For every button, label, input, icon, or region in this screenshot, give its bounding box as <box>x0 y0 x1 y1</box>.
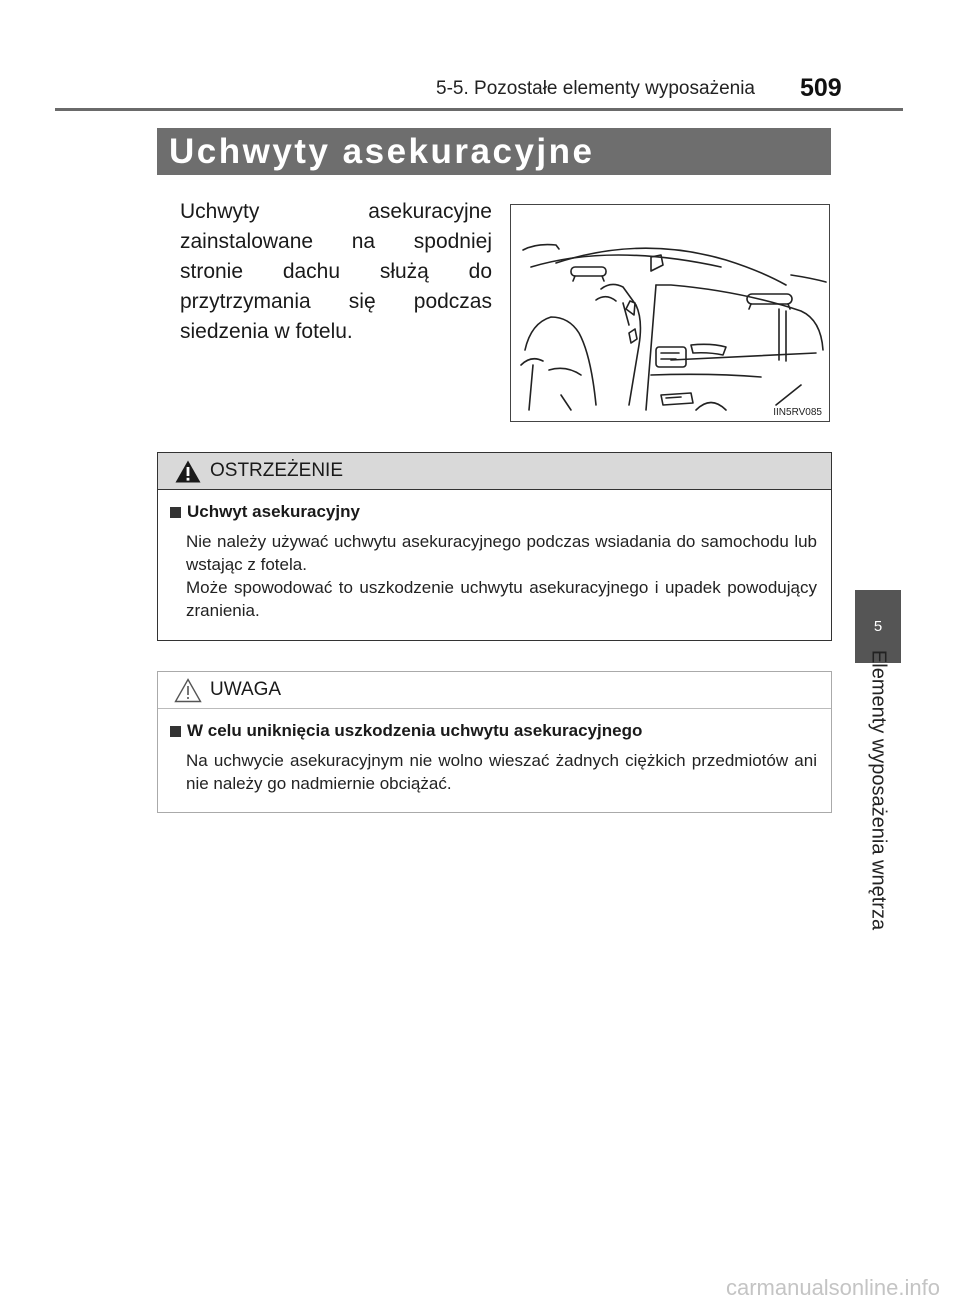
warning-header <box>158 453 831 490</box>
warning-item-title-text: Uchwyt asekuracyjny <box>187 502 360 521</box>
warning-box <box>157 452 832 641</box>
caution-triangle-icon <box>174 678 202 703</box>
chapter-number: 5 <box>873 618 883 635</box>
caution-header <box>158 672 831 709</box>
header-rule <box>55 108 903 111</box>
car-interior-drawing <box>511 205 831 423</box>
intro-text: Uchwyty asekuracyjne zainstalowane na spodniej stronie dachu służą do przytrzymania się podczas siedzenia w fotelu. <box>180 200 492 343</box>
caution-heading: UWAGA <box>210 679 282 700</box>
warning-heading: OSTRZEŻENIE <box>210 460 344 481</box>
warning-paragraph: Może spowodować to uszkodzenie uchwytu asekuracyjnego i upadek powodujący zranienia. <box>186 578 817 620</box>
square-bullet-icon <box>170 507 181 518</box>
watermark: carmanualsonline.info <box>725 1275 940 1300</box>
page-title-text: Uchwyty asekuracyjne <box>169 131 595 171</box>
caution-item-title-text: W celu uniknięcia uszkodzenia uchwytu asekuracyjnego <box>187 721 643 740</box>
warning-triangle-icon <box>174 459 202 484</box>
caution-box <box>157 671 832 813</box>
warning-paragraph: Nie należy używać uchwytu asekuracyjnego podczas wsiadania do samochodu lub wstając z fotela. <box>186 532 817 574</box>
chapter-label: Elementy wyposażenia wnętrza <box>867 649 890 931</box>
caution-body <box>158 709 831 795</box>
warning-item-title <box>170 502 817 522</box>
figure-code: IIN5RV085 <box>773 407 822 418</box>
caution-text <box>186 749 817 795</box>
section-title: 5-5. Pozostałe elementy wyposażenia <box>436 78 755 99</box>
warning-body <box>158 490 831 622</box>
caution-item-title <box>170 721 817 741</box>
caution-paragraph: Na uchwycie asekuracyjnym nie wolno wieszać żadnych ciężkich przedmiotów ani nie należy go nadmiernie obciążać. <box>186 751 817 793</box>
warning-text <box>186 530 817 622</box>
page-title <box>157 128 831 175</box>
assist-grip-illustration <box>510 204 830 422</box>
square-bullet-icon <box>170 726 181 737</box>
page-number: 509 <box>800 74 842 102</box>
